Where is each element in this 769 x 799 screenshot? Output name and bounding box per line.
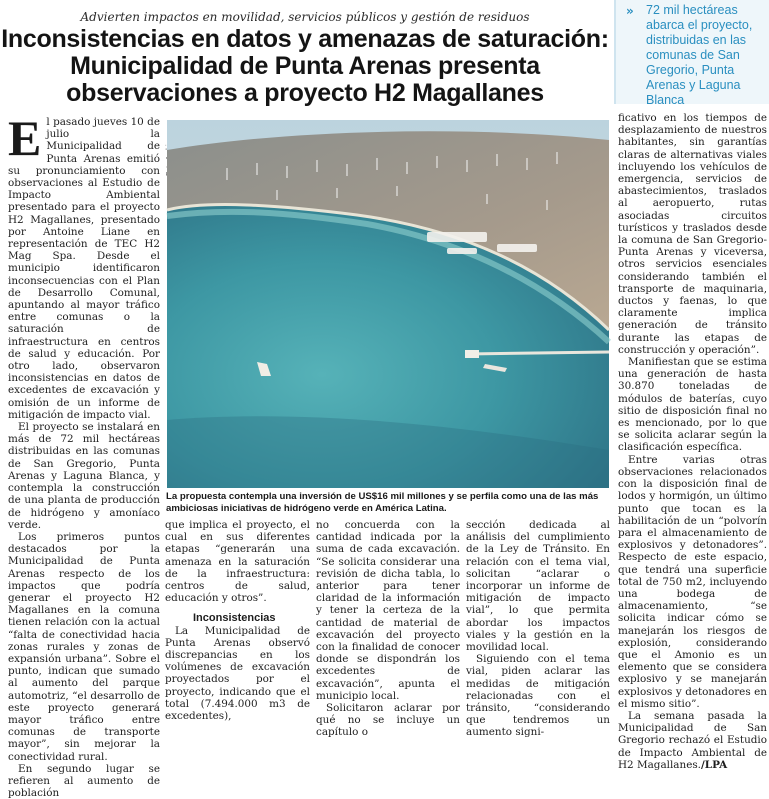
photo-caption: La propuesta contempla una inversión de US$16 mil millones y se perfila como una de las más ambiciosas iniciativas de hidrógeno verde en América Latina. — [166, 491, 599, 514]
paragraph — [618, 710, 767, 771]
paragraph: En segundo lugar se refieren al aumento de población — [8, 762, 160, 799]
headline-line-1: Inconsistencias en datos y amenazas de saturación: — [1, 25, 609, 53]
article-column-2 — [165, 519, 310, 723]
author-signature: /LPA — [700, 758, 728, 771]
closing-text: La semana pasada la Municipalidad de San Gregorio rechazó el Estudio de Impacto Ambiental de H2 Magallanes. — [618, 709, 767, 771]
paragraph: La Municipalidad de Punta Arenas observó discrepancias en los volúmenes de excavación proyectados por el proyecto, indicando que el total (7.494.000 m3 de excedentes), — [165, 624, 310, 723]
article-column-4 — [466, 519, 610, 739]
sidebar-quote-text: 72 mil hectáreas abarca el proyecto, distribuidas en las comunas de San Gregorio, Punta Arenas y Laguna Blanca — [646, 3, 753, 107]
headline-line-2: Municipalidad de Punta Arenas presenta — [70, 52, 540, 80]
paragraph: sección dedicada al análisis del cumplimiento de la Ley de Tránsito. En relación con el tema vial, solicitan “aclarar o incorporar un informe de mitigación de impacto vial”, lo que permita abordar los impactos viales y la gestión en la movilidad local. — [466, 519, 610, 654]
kicker: Advierten impactos en movilidad, servicios públicos y gestión de residuos — [80, 10, 530, 24]
aerial-photo — [167, 120, 609, 488]
paragraph: Solicitaron aclarar por qué no se incluye un capítulo o — [316, 702, 460, 739]
section-subhead: Inconsistencias — [193, 612, 276, 625]
paragraph: l pasado jueves 10 de julio la Municipalidad de Punta Arenas emitió su pronunciamiento con observaciones al Estudio de Impacto Ambiental presentado para el proyecto H2 Magallanes, presentado por Antoine Liane en representación de TEC H2 Mag Spa. Desde el municipio identificaron inconsecuencias con el Plan de Desarrollo Comunal, apuntando al mayor tráfico entre comunas o la saturación de infraestructura en centros de salud y educación. Por otro lado, observaron inconsistencias en datos de excedentes de excavación y omisión de un informe de mitigación de impacto vial. — [8, 116, 160, 421]
sidebar-quote — [614, 0, 769, 107]
paragraph: que implica el proyecto, el cual en sus diferentes etapas “generarán una amenaza en la saturación de la infraestructura: centros de salud, educación y otros”. — [165, 519, 310, 605]
paragraph: Siguiendo con el tema vial, piden aclarar las medidas de mitigación relacionadas con el tránsito, “considerando que tendremos un aumento signi- — [466, 653, 610, 739]
aerial-coast-illustration — [167, 120, 609, 488]
paragraph: no concuerda con la cantidad indicada por la suma de cada excavación. “Se solicita considerar una revisión de dicha tabla, lo anterior para tener claridad de la información y tener la certeza de la cantidad de material de excavación del proyecto con la finalidad de conocer donde se dispondrán los excedentes de excavación”, apunta el municipio local. — [316, 519, 460, 702]
headline — [0, 26, 610, 107]
paragraph: ficativo en los tiempos de desplazamiento de nuestros habitantes, sin garantías claras de alternativas viales incluyendo los vehículos de emergencia, servicios de abastecimientos, traslados al aeropuerto, rutas asociadas circuitos turísticos y traslados desde la comuna de San Gregorio-Punta Arenas y viceversa, otros servicios esenciales considerando también el transporte de maquinaria, ductos y faenas, lo que claramente implica generación de tránsito durante las etapas de construcción y operación”. — [618, 112, 767, 356]
headline-line-3: observaciones a proyecto H2 Magallanes — [66, 79, 544, 107]
paragraph: Manifiestan que se estima una generación de hasta 30.870 toneladas de módulos de baterías, cuyo sitio de disposición final no es mencionado, por lo que se solicita aclarar según la clasificación específica. — [618, 356, 767, 454]
drop-cap: E — [8, 110, 42, 166]
paragraph: Los primeros puntos destacados por la Municipalidad de Punta Arenas respecto de los impactos que podría generar el proyecto H2 Magallanes en la comuna tienen relación con la actual “falta de conectividad hacia zonas rurales y zonas de expansión urbana”. Sobre el punto, indican que sumado al aumento del parque automotriz, “el desarrollo de este proyecto generará mayor tráfico entre comunas de transporte mayor”, sin mejorar la conectividad rural. — [8, 530, 160, 763]
article-column-1 — [8, 110, 160, 799]
article-column-3 — [316, 519, 460, 739]
chevron-double-right-icon: » — [626, 4, 634, 18]
article-column-5 — [618, 112, 767, 771]
paragraph: El proyecto se instalará en más de 72 mil hectáreas distribuidas en las comunas de San Gregorio, Punta Arenas y Laguna Blanca, y contempla la construcción de una planta de producción de hidrógeno y amoníaco verde. — [8, 421, 160, 531]
paragraph: Entre varias otras observaciones relacionados con la disposición final de lodos y hormigón, un último punto que tocan es la habilitación de un “polvorín para el almacenamiento de explosivos y detonadores”. Respecto de este espacio, que tendrá una superficie total de 750 m2, incluyendo una bodega de almacenamiento, “se solicita indicar cómo se manejarán los riesgos de explosión, considerando que el Amonio es un elemento que se considera explosivo y se manejarán explosivos y detonadores en el mismo sitio”. — [618, 453, 767, 710]
